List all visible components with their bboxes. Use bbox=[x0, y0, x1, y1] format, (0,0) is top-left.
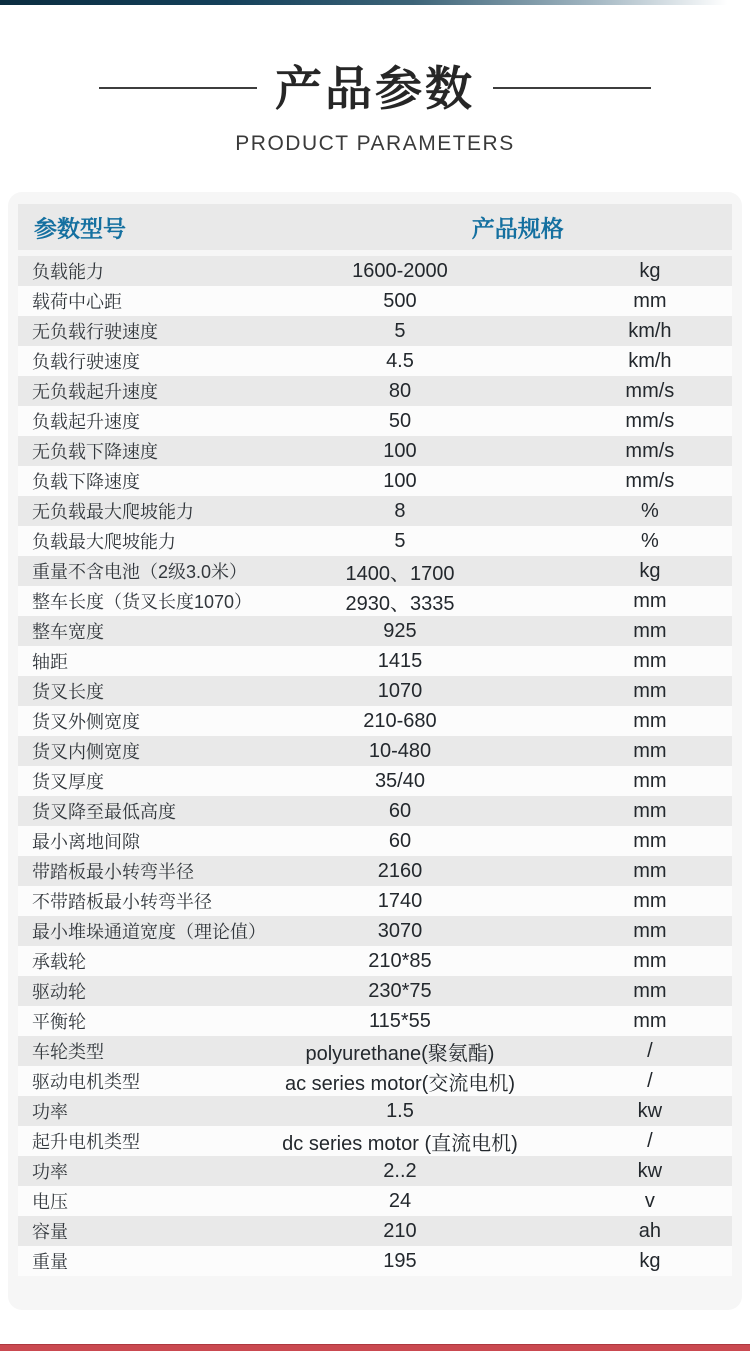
table-row bbox=[18, 1066, 732, 1096]
parameter-unit: kg bbox=[639, 1249, 661, 1272]
bottom-red-bar bbox=[0, 1344, 750, 1351]
parameter-unit: kg bbox=[639, 559, 661, 582]
parameter-label: 重量不含电池（2级3.0米） bbox=[32, 562, 248, 582]
parameter-unit: mm/s bbox=[625, 469, 675, 492]
parameter-unit: mm/s bbox=[625, 439, 675, 462]
page-title: 产品参数 bbox=[275, 61, 475, 115]
parameter-value: 1070 bbox=[377, 679, 423, 702]
parameter-value: 1600-2000 bbox=[352, 259, 448, 282]
parameter-unit: kw bbox=[637, 1099, 663, 1122]
parameter-label: 平衡轮 bbox=[32, 1012, 86, 1032]
parameter-label: 整车宽度 bbox=[32, 622, 104, 642]
parameter-value: 24 bbox=[388, 1189, 412, 1212]
parameter-unit: mm bbox=[633, 739, 667, 762]
table-row bbox=[18, 436, 732, 466]
parameter-label: 货叉内侧宽度 bbox=[32, 742, 140, 762]
parameter-value: 1.5 bbox=[386, 1099, 414, 1122]
table-row bbox=[18, 316, 732, 346]
parameter-value: 1740 bbox=[377, 889, 423, 912]
parameter-value: 100 bbox=[383, 469, 417, 492]
parameter-value: 50 bbox=[388, 409, 412, 432]
parameter-unit: mm bbox=[633, 799, 667, 822]
parameter-unit: mm bbox=[633, 919, 667, 942]
parameter-value: dc series motor (直流电机) bbox=[282, 1132, 518, 1155]
parameter-label: 最小堆垛通道宽度（理论值） bbox=[32, 922, 266, 942]
parameter-label: 负载行驶速度 bbox=[32, 352, 140, 372]
parameter-label: 电压 bbox=[32, 1192, 68, 1212]
parameter-label: 起升电机类型 bbox=[32, 1132, 140, 1152]
parameter-value: 10-480 bbox=[368, 739, 432, 762]
table-row bbox=[18, 1036, 732, 1066]
table-body bbox=[18, 256, 732, 1276]
parameter-label: 带踏板最小转弯半径 bbox=[32, 862, 194, 882]
parameter-value: 3070 bbox=[377, 919, 423, 942]
parameter-label: 容量 bbox=[32, 1222, 68, 1242]
parameter-label: 不带踏板最小转弯半径 bbox=[32, 892, 212, 912]
table-row bbox=[18, 856, 732, 886]
parameter-unit: mm bbox=[633, 889, 667, 912]
parameter-unit: % bbox=[640, 499, 659, 522]
table-row bbox=[18, 646, 732, 676]
table-row bbox=[18, 1186, 732, 1216]
parameter-value: 195 bbox=[383, 1249, 417, 1272]
parameter-value: 1400、1700 bbox=[345, 562, 455, 585]
parameter-unit: km/h bbox=[628, 319, 672, 342]
table-row bbox=[18, 736, 732, 766]
parameter-value: 60 bbox=[388, 799, 412, 822]
parameter-value: 1415 bbox=[377, 649, 423, 672]
table-row bbox=[18, 256, 732, 286]
parameter-value: 115*55 bbox=[369, 1009, 431, 1032]
parameter-unit: mm bbox=[633, 829, 667, 852]
title-line-left bbox=[99, 87, 257, 89]
parameter-label: 功率 bbox=[32, 1102, 68, 1122]
parameter-unit: kg bbox=[639, 259, 661, 282]
parameter-unit: mm bbox=[633, 859, 667, 882]
parameter-unit: / bbox=[647, 1069, 653, 1092]
parameter-value: 2160 bbox=[377, 859, 423, 882]
parameter-unit: / bbox=[647, 1039, 653, 1062]
parameter-unit: mm bbox=[633, 649, 667, 672]
table-row bbox=[18, 406, 732, 436]
parameter-label: 车轮类型 bbox=[32, 1042, 104, 1062]
parameter-label: 最小离地间隙 bbox=[32, 832, 140, 852]
title-block bbox=[0, 52, 750, 156]
parameter-unit: mm bbox=[633, 979, 667, 1002]
table-row bbox=[18, 346, 732, 376]
parameter-label: 货叉厚度 bbox=[32, 772, 104, 792]
parameter-label: 轴距 bbox=[32, 652, 68, 672]
parameter-value: 500 bbox=[383, 289, 417, 312]
parameter-unit: mm/s bbox=[625, 379, 675, 402]
parameter-label: 无负载行驶速度 bbox=[32, 322, 158, 342]
table-row bbox=[18, 766, 732, 796]
parameter-value: 8 bbox=[394, 499, 406, 522]
table-header-row bbox=[18, 204, 732, 250]
table-row bbox=[18, 706, 732, 736]
parameter-label: 整车长度（货叉长度1070） bbox=[32, 592, 253, 612]
parameter-label: 重量 bbox=[32, 1252, 68, 1272]
parameter-unit: mm bbox=[633, 589, 667, 612]
table-row bbox=[18, 556, 732, 586]
parameter-label: 载荷中心距 bbox=[32, 292, 122, 312]
table-row bbox=[18, 886, 732, 916]
table-row bbox=[18, 826, 732, 856]
table-row bbox=[18, 1126, 732, 1156]
parameter-unit: km/h bbox=[628, 349, 672, 372]
parameter-label: 无负载最大爬坡能力 bbox=[32, 502, 194, 522]
parameter-label: 承载轮 bbox=[32, 952, 86, 972]
parameter-unit: mm bbox=[633, 289, 667, 312]
parameter-value: 210*85 bbox=[368, 949, 432, 972]
title-line-right bbox=[493, 87, 651, 89]
table-row bbox=[18, 1006, 732, 1036]
parameter-unit: % bbox=[640, 529, 659, 552]
table-row bbox=[18, 946, 732, 976]
parameter-unit: kw bbox=[637, 1159, 663, 1182]
parameter-value: 925 bbox=[383, 619, 417, 642]
table-row bbox=[18, 1156, 732, 1186]
table-row bbox=[18, 1096, 732, 1126]
parameter-label: 货叉降至最低高度 bbox=[32, 802, 176, 822]
parameter-label: 无负载起升速度 bbox=[32, 382, 158, 402]
parameter-value: 100 bbox=[383, 439, 417, 462]
parameter-label: 负载能力 bbox=[32, 262, 104, 282]
parameter-value: polyurethane(聚氨酯) bbox=[305, 1042, 495, 1065]
parameter-unit: mm/s bbox=[625, 409, 675, 432]
parameter-label: 驱动轮 bbox=[32, 982, 86, 1002]
table-row bbox=[18, 586, 732, 616]
table-row bbox=[18, 526, 732, 556]
table-row bbox=[18, 676, 732, 706]
table-row bbox=[18, 376, 732, 406]
table-row bbox=[18, 916, 732, 946]
parameter-value: 2..2 bbox=[383, 1159, 417, 1182]
parameter-unit: ah bbox=[638, 1219, 661, 1242]
table-row bbox=[18, 466, 732, 496]
parameter-unit: mm bbox=[633, 709, 667, 732]
parameter-value: 80 bbox=[388, 379, 412, 402]
table-row bbox=[18, 1216, 732, 1246]
parameter-label: 货叉长度 bbox=[32, 682, 104, 702]
table-row bbox=[18, 976, 732, 1006]
parameter-label: 负载起升速度 bbox=[32, 412, 140, 432]
parameters-card bbox=[8, 192, 742, 1310]
parameter-value: 35/40 bbox=[374, 769, 425, 792]
parameter-value: 230*75 bbox=[368, 979, 432, 1002]
parameter-value: 4.5 bbox=[386, 349, 414, 372]
parameter-label: 负载下降速度 bbox=[32, 472, 140, 492]
column-header-parameter: 参数型号 bbox=[34, 215, 126, 242]
parameter-unit: mm bbox=[633, 619, 667, 642]
top-gradient-bar bbox=[0, 0, 750, 5]
parameter-unit: / bbox=[647, 1129, 653, 1152]
table-row bbox=[18, 796, 732, 826]
table-row bbox=[18, 496, 732, 526]
parameter-value: 5 bbox=[394, 319, 406, 342]
parameter-unit: mm bbox=[633, 949, 667, 972]
parameter-label: 功率 bbox=[32, 1162, 68, 1182]
table-row bbox=[18, 286, 732, 316]
parameter-value: 60 bbox=[388, 829, 412, 852]
parameter-value: 210-680 bbox=[363, 709, 437, 732]
parameter-unit: mm bbox=[633, 769, 667, 792]
parameter-unit: mm bbox=[633, 679, 667, 702]
parameter-value: ac series motor(交流电机) bbox=[284, 1072, 515, 1095]
parameter-label: 驱动电机类型 bbox=[32, 1072, 140, 1092]
parameter-unit: mm bbox=[633, 1009, 667, 1032]
table-row bbox=[18, 616, 732, 646]
parameter-label: 无负载下降速度 bbox=[32, 442, 158, 462]
parameter-label: 负载最大爬坡能力 bbox=[32, 532, 176, 552]
table-row bbox=[18, 1246, 732, 1276]
page-subtitle: PRODUCT PARAMETERS bbox=[235, 132, 515, 155]
parameter-label: 货叉外侧宽度 bbox=[32, 712, 140, 732]
parameter-value: 210 bbox=[383, 1219, 417, 1242]
parameter-unit: v bbox=[644, 1189, 655, 1212]
parameter-value: 5 bbox=[394, 529, 406, 552]
column-header-spec: 产品规格 bbox=[471, 215, 564, 242]
parameter-value: 2930、3335 bbox=[345, 592, 455, 615]
